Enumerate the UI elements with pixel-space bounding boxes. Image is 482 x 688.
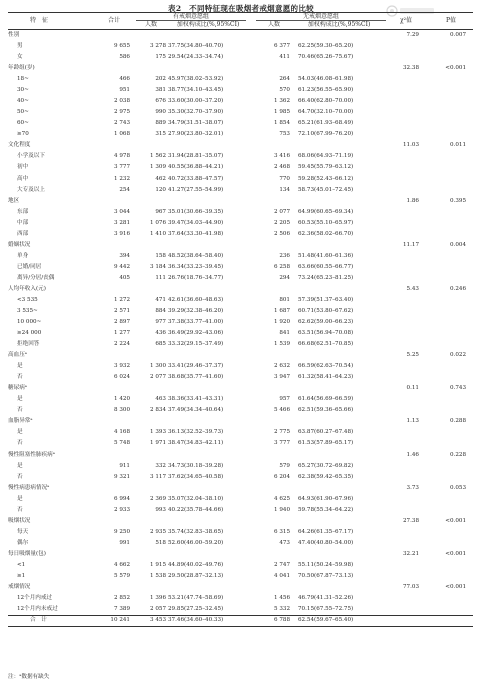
- cell-weighted-without: 58.73(45.01–72.45): [298, 186, 354, 193]
- header-total: 合计: [107, 17, 120, 24]
- cell-n-with: 315: [155, 131, 166, 138]
- cell-p: 0.022: [449, 352, 466, 359]
- cell-total: 911: [119, 462, 130, 469]
- row-label: 是: [17, 396, 23, 403]
- row-label: 10 000~: [17, 319, 42, 326]
- cell-total: 1 420: [113, 396, 130, 403]
- cell-n-without: 801: [279, 296, 290, 303]
- cell-weighted-with: 52.60(46.00–59.20): [168, 539, 224, 546]
- cell-weighted-with: 40.55(36.88–44.21): [168, 164, 224, 171]
- cell-n-with: 990: [155, 109, 166, 116]
- cell-n-without: 5 466: [273, 407, 290, 414]
- cell-chi: 3.73: [406, 484, 419, 491]
- cell-p: 0.007: [449, 32, 466, 38]
- cell-total: 9 321: [113, 473, 130, 480]
- cell-n-with: 1 562: [149, 153, 166, 160]
- row-label: 吸烟状况: [8, 517, 31, 524]
- header-chi: χ²值: [399, 17, 413, 24]
- cell-n-with: 120: [155, 186, 166, 193]
- cell-total: 1 277: [113, 330, 130, 337]
- row-label: 60~: [17, 120, 29, 127]
- cell-weighted-with: 53.21(47.74–58.69): [168, 595, 224, 602]
- cell-weighted-with: 29.54(24.33–34.74): [168, 54, 224, 61]
- row-label: 慢性病患病情况ᵃ: [8, 484, 50, 491]
- cell-weighted-without: 62.38(59.42–65.35): [298, 473, 354, 480]
- cell-n-without: 294: [279, 274, 290, 281]
- cell-n-with: 884: [155, 308, 166, 314]
- footnote: 注：ᵃ数据有缺失: [8, 674, 50, 680]
- cell-weighted-with: 27.90(23.80–32.01): [168, 131, 224, 138]
- header-n-without: 人数: [267, 21, 280, 28]
- cell-p: <0.001: [445, 584, 466, 590]
- cell-weighted-without: 61.23(56.55–65.90): [298, 87, 354, 94]
- header-weighted-without: 加权构成比(%,95%CI): [307, 21, 371, 28]
- header-n-with: 人数: [144, 21, 157, 28]
- cell-n-with: 1 410: [149, 230, 166, 237]
- cell-weighted-with: 33.32(29.15–37.49): [168, 341, 224, 348]
- cell-n-with: 3 278: [149, 43, 166, 50]
- cell-weighted-with: 40.72(33.88–47.57): [168, 175, 224, 182]
- row-label: 单身: [17, 252, 29, 259]
- cell-chi: 1.46: [406, 451, 419, 458]
- cell-n-with: 2 369: [149, 495, 166, 502]
- cell-weighted-with: 37.38(33.77–41.00): [168, 319, 224, 326]
- cell-p: 0.004: [449, 241, 466, 248]
- cell-weighted-without: 70.46(65.26–75.67): [298, 54, 354, 61]
- cell-p: 0.395: [449, 197, 466, 204]
- watermark-logo-icon: [385, 4, 439, 18]
- cell-total: 6 994: [113, 495, 130, 502]
- cell-chi: 11.17: [402, 241, 419, 248]
- cell-weighted-with: 37.64(33.30–41.98): [168, 230, 224, 237]
- cell-weighted-without: 72.10(67.99–76.20): [298, 131, 354, 138]
- cell-total: 586: [119, 54, 130, 61]
- cell-weighted-without: 63.51(56.94–70.08): [298, 330, 354, 337]
- cell-weighted-with: 38.77(34.10–43.45): [168, 87, 224, 94]
- row-label: 西部: [17, 230, 29, 237]
- cell-weighted-with: 38.47(34.83–42.11): [168, 440, 224, 447]
- row-label: <1: [17, 561, 26, 568]
- row-label: 文化程度: [8, 142, 31, 149]
- cell-weighted-with: 40.22(35.78–44.66): [168, 506, 224, 513]
- cell-total: 8 300: [113, 407, 130, 414]
- cell-weighted-without: 62.51(59.36–65.66): [298, 407, 354, 414]
- cell-chi: 5.43: [406, 285, 419, 292]
- cell-chi: 7.29: [406, 32, 419, 38]
- cell-n-with: 977: [155, 319, 166, 326]
- cell-weighted-with: 36.34(33.23–39.45): [168, 263, 224, 270]
- row-label: 慢性阻塞性肺疾病ᵃ: [8, 451, 55, 458]
- cell-n-without: 134: [279, 186, 290, 193]
- total-rule: [8, 615, 473, 616]
- cell-weighted-with: 48.52(38.64–58.40): [168, 252, 224, 259]
- cell-n-with: 1 396: [149, 595, 166, 602]
- bottom-rule: [8, 626, 473, 627]
- row-label: 东部: [17, 208, 29, 215]
- cell-weighted-without: 65.27(30.72–69.82): [298, 462, 354, 469]
- cell-n-with: 436: [155, 330, 166, 337]
- cell-weighted-with: 45.97(38.02–53.92): [168, 76, 224, 83]
- cell-n-without: 6 788: [273, 617, 290, 624]
- cell-weighted-without: 51.48(41.60–61.36): [298, 252, 354, 259]
- cell-n-with: 1 971: [149, 440, 166, 447]
- cell-chi: 77.03: [402, 584, 419, 590]
- cell-total: 3 044: [113, 208, 130, 215]
- cell-n-without: 841: [279, 330, 290, 337]
- cell-n-without: 753: [279, 131, 290, 138]
- cell-n-without: 2 468: [273, 164, 290, 171]
- cell-total: 3 916: [113, 230, 130, 237]
- cell-weighted-without: 63.87(60.27–67.48): [298, 429, 354, 436]
- cell-p: 0.288: [449, 418, 466, 425]
- cell-n-with: 202: [155, 76, 166, 83]
- cell-weighted-without: 65.21(61.93–68.49): [298, 120, 354, 127]
- cell-n-without: 411: [279, 54, 290, 61]
- cell-n-without: 1 539: [273, 341, 290, 348]
- row-label: 30~: [17, 87, 29, 94]
- row-label: 是: [17, 429, 23, 436]
- row-label: 偶尔: [17, 539, 29, 546]
- cell-total: 1 232: [113, 175, 130, 182]
- cell-n-with: 381: [155, 87, 166, 94]
- row-label: 高中: [17, 175, 29, 182]
- cell-total: 1 272: [113, 296, 130, 303]
- cell-p: <0.001: [445, 550, 466, 557]
- cell-n-without: 4 041: [273, 572, 290, 579]
- row-label: 12个月内戒过: [17, 595, 53, 602]
- cell-n-with: 111: [155, 274, 166, 281]
- cell-n-without: 473: [279, 539, 290, 546]
- cell-weighted-with: 38.36(33.41–43.31): [168, 396, 224, 403]
- cell-p: <0.001: [445, 517, 466, 524]
- row-label: 50~: [17, 109, 29, 116]
- cell-total: 6 024: [113, 374, 130, 381]
- cell-total: 466: [119, 76, 130, 83]
- cell-n-with: 462: [155, 175, 166, 182]
- cell-total: 2 224: [113, 341, 130, 348]
- cell-n-with: 676: [155, 98, 166, 105]
- cell-n-without: 3 947: [273, 374, 290, 381]
- cell-weighted-without: 63.66(60.55–66.77): [298, 263, 354, 270]
- cell-weighted-without: 61.53(57.89–65.17): [298, 440, 354, 447]
- cell-total: 2 038: [113, 98, 130, 105]
- cell-total: 5 579: [113, 572, 130, 579]
- cell-weighted-with: 36.49(29.92–43.06): [168, 330, 224, 337]
- cell-n-without: 3 416: [273, 153, 290, 160]
- cell-weighted-without: 62.25(59.30–65.20): [298, 43, 354, 50]
- row-label: 否: [17, 440, 23, 447]
- cell-n-with: 2 057: [149, 606, 166, 613]
- row-label: 性别: [8, 32, 20, 38]
- cell-n-with: 175: [155, 54, 166, 61]
- row-label: 40~: [17, 98, 29, 105]
- cell-weighted-without: 47.40(40.80–54.00): [298, 539, 354, 546]
- cell-n-without: 1 456: [273, 595, 290, 602]
- cell-p: 0.228: [449, 451, 466, 458]
- row-label: 拒绝回答: [17, 341, 40, 348]
- row-label: 小学及以下: [17, 153, 45, 160]
- cell-chi: 32.21: [402, 550, 419, 557]
- cell-weighted-without: 62.62(59.00–66.23): [298, 319, 354, 326]
- cell-n-without: 2 205: [273, 219, 290, 226]
- cell-total: 5 748: [113, 440, 130, 447]
- cell-n-with: 1 309: [149, 164, 166, 171]
- cell-n-without: 236: [279, 252, 290, 259]
- cell-weighted-without: 46.79(41.31–52.26): [298, 595, 354, 602]
- cell-n-with: 518: [155, 539, 166, 546]
- cell-p: 0.011: [449, 142, 466, 149]
- cell-n-with: 2 077: [149, 374, 166, 381]
- row-label: ≥24 000: [17, 330, 42, 337]
- cell-total: 2 933: [113, 506, 130, 513]
- cell-total: 9 250: [113, 528, 130, 535]
- row-label: 是: [17, 495, 23, 502]
- row-label: 是: [17, 363, 23, 370]
- cell-total: 9 442: [113, 263, 130, 270]
- cell-chi: 5.25: [406, 352, 419, 359]
- cell-n-with: 1 538: [149, 572, 166, 579]
- row-label: 男: [17, 43, 23, 50]
- cell-total: 2 743: [113, 120, 130, 127]
- row-label: 是: [17, 462, 23, 469]
- cell-n-without: 1 985: [273, 109, 290, 116]
- row-label: 离异/分居/丧偶: [17, 274, 55, 281]
- header-p: P值: [445, 17, 457, 24]
- cell-total: 2 571: [113, 308, 130, 314]
- cell-total: 3 777: [113, 164, 130, 171]
- cell-total: 4 978: [113, 153, 130, 160]
- cell-n-with: 332: [155, 462, 166, 469]
- cell-n-with: 1 393: [149, 429, 166, 436]
- cell-n-with: 158: [155, 252, 166, 259]
- cell-total: 9 655: [113, 43, 130, 50]
- cell-n-without: 570: [279, 87, 290, 94]
- cell-weighted-with: 33.41(29.46–37.37): [168, 363, 224, 370]
- header-rule: [8, 29, 473, 30]
- cell-total: 394: [119, 252, 130, 259]
- cell-weighted-with: 26.76(18.76–34.77): [168, 274, 224, 281]
- cell-weighted-without: 70.50(67.87–73.13): [298, 572, 354, 579]
- cell-n-without: 1 940: [273, 506, 290, 513]
- cell-total: 2 975: [113, 109, 130, 116]
- cell-n-with: 471: [155, 296, 166, 303]
- cell-weighted-without: 54.03(46.08–61.98): [298, 76, 354, 83]
- cell-weighted-with: 37.75(34.80–40.70): [168, 43, 224, 50]
- cell-weighted-with: 39.47(34.03–44.90): [168, 219, 224, 226]
- cell-n-without: 5 332: [273, 606, 290, 613]
- cell-total: 2 897: [113, 319, 130, 326]
- row-label: ≥1: [17, 572, 26, 579]
- cell-n-with: 685: [155, 341, 166, 348]
- cell-weighted-without: 70.15(67.55–72.75): [298, 606, 354, 613]
- row-label: ≥70: [17, 131, 29, 138]
- cell-weighted-without: 73.24(65.23–81.25): [298, 274, 354, 281]
- cell-weighted-with: 34.73(30.18–39.28): [168, 462, 224, 469]
- row-label: 婚姻状况: [8, 241, 31, 248]
- cell-weighted-with: 41.27(27.55–54.99): [168, 186, 224, 193]
- cell-weighted-without: 57.39(51.37–63.40): [298, 296, 354, 303]
- cell-weighted-without: 61.32(58.41–64.23): [298, 374, 354, 381]
- row-label: 女: [17, 54, 23, 61]
- row-label: 人均年收入(元): [8, 285, 46, 292]
- cell-weighted-with: 39.29(32.38–46.20): [168, 308, 224, 314]
- header-weighted-with: 加权构成比(%,95%CI): [176, 21, 240, 28]
- cell-weighted-with: 29.50(28.87–32.13): [168, 572, 224, 579]
- cell-weighted-without: 59.45(55.79–63.12): [298, 164, 354, 171]
- cell-n-with: 3 117: [149, 473, 166, 480]
- cell-weighted-with: 35.30(32.70–37.90): [168, 109, 224, 116]
- cell-n-without: 2 506: [273, 230, 290, 237]
- cell-weighted-without: 62.36(58.02–66.70): [298, 230, 354, 237]
- row-label: 每天: [17, 528, 29, 535]
- cell-n-without: 264: [279, 76, 290, 83]
- cell-weighted-with: 29.85(27.25–32.45): [168, 606, 224, 613]
- cell-n-without: 6 377: [273, 43, 290, 50]
- cell-weighted-without: 64.70(32.10–70.00): [298, 109, 354, 116]
- row-label: 戒烟情况: [8, 584, 31, 590]
- header-with-group: 有戒烟意愿组: [172, 13, 209, 20]
- cell-n-without: 957: [279, 396, 290, 403]
- cell-total: 7 389: [113, 606, 130, 613]
- row-label: 12个月内未戒过: [17, 606, 58, 613]
- cell-total: 4 662: [113, 561, 130, 568]
- cell-chi: 1.86: [406, 197, 419, 204]
- cell-weighted-with: 37.49(34.34–40.64): [168, 407, 224, 414]
- cell-n-with: 1 076: [149, 219, 166, 226]
- cell-weighted-with: 38.68(35.77–41.60): [168, 374, 224, 381]
- cell-total: 4 168: [113, 429, 130, 436]
- cell-total: 3 932: [113, 363, 130, 370]
- cell-weighted-with: 44.89(40.02–49.76): [168, 561, 224, 568]
- row-label: 糖尿病ᵃ: [8, 385, 27, 392]
- cell-weighted-without: 61.64(56.69–66.59): [298, 396, 354, 403]
- row-label: 地区: [8, 197, 20, 204]
- row-label: 3 535~: [17, 308, 38, 314]
- cell-total: 3 281: [113, 219, 130, 226]
- row-label: 年龄组(岁): [8, 65, 35, 72]
- cell-weighted-with: 36.13(32.52–39.73): [168, 429, 224, 436]
- row-label: 中部: [17, 219, 29, 226]
- cell-total: 951: [119, 87, 130, 94]
- cell-n-without: 1 854: [273, 120, 290, 127]
- cell-weighted-with: 35.74(32.83–38.65): [168, 528, 224, 535]
- cell-weighted-without: 68.06(64.93–71.19): [298, 153, 354, 160]
- cell-total: 405: [119, 274, 130, 281]
- row-label: 高血压ᵃ: [8, 352, 27, 359]
- cell-weighted-with: 33.60(30.00–37.20): [168, 98, 224, 105]
- header-feature: 特 征: [29, 17, 48, 24]
- cell-n-with: 889: [155, 120, 166, 127]
- cell-total: 2 852: [113, 595, 130, 602]
- cell-weighted-without: 59.78(55.34–64.22): [298, 506, 354, 513]
- cell-n-without: 2 077: [273, 208, 290, 215]
- cell-n-without: 2 747: [273, 561, 290, 568]
- cell-total: 10 241: [110, 617, 130, 624]
- cell-weighted-without: 60.53(55.10–65.97): [298, 219, 354, 226]
- row-label: 每日吸烟量(包): [8, 550, 46, 557]
- cell-weighted-without: 59.28(52.43–66.12): [298, 175, 354, 182]
- cell-weighted-without: 66.68(62.51–70.85): [298, 341, 354, 348]
- cell-n-without: 4 625: [273, 495, 290, 502]
- cell-chi: 0.11: [406, 385, 419, 392]
- cell-n-with: 3 453: [149, 617, 166, 624]
- row-label: 已婚/同居: [17, 263, 42, 270]
- cell-weighted-without: 64.99(60.65–69.34): [298, 208, 354, 215]
- cell-weighted-without: 62.54(59.67–65.40): [298, 617, 354, 624]
- cell-n-with: 1 915: [149, 561, 166, 568]
- cell-weighted-with: 34.79(31.51–38.07): [168, 120, 224, 127]
- cell-weighted-without: 60.71(53.80–67.62): [298, 308, 354, 314]
- cell-n-with: 2 935: [149, 528, 166, 535]
- cell-n-without: 579: [279, 462, 290, 469]
- cell-n-with: 993: [155, 506, 166, 513]
- cell-weighted-without: 66.59(62.63–70.54): [298, 363, 354, 370]
- cell-n-without: 3 777: [273, 440, 290, 447]
- table-caption: 表2 不同特征现在吸烟者戒烟意愿的比较: [168, 4, 314, 13]
- row-label: 大专及以上: [17, 186, 45, 193]
- cell-n-with: 2 834: [149, 407, 166, 414]
- cell-n-without: 1 362: [273, 98, 290, 105]
- cell-n-without: 6 204: [273, 473, 290, 480]
- cell-weighted-with: 31.94(28.81–35.07): [168, 153, 224, 160]
- cell-weighted-without: 64.26(61.35–67.17): [298, 528, 354, 535]
- cell-p: 0.053: [449, 484, 466, 491]
- cell-n-with: 3 184: [149, 263, 166, 270]
- cell-total: 1 068: [113, 131, 130, 138]
- cell-chi: 1.13: [406, 418, 419, 425]
- row-label: 否: [17, 473, 23, 480]
- cell-n-without: 1 920: [273, 319, 290, 326]
- cell-total: 254: [119, 186, 130, 193]
- cell-weighted-without: 64.93(61.90–67.96): [298, 495, 354, 502]
- cell-chi: 32.38: [402, 65, 419, 72]
- row-label: 18~: [17, 76, 29, 83]
- row-label: 否: [17, 506, 23, 513]
- cell-n-without: 6 258: [273, 263, 290, 270]
- cell-n-with: 967: [155, 208, 166, 215]
- cell-weighted-without: 55.11(50.24–59.98): [298, 561, 354, 568]
- cell-n-without: 2 632: [273, 363, 290, 370]
- cell-chi: 11.03: [402, 142, 419, 149]
- cell-n-without: 770: [279, 175, 290, 182]
- row-label: 血脂异常ᵃ: [8, 418, 33, 425]
- row-label: 合 计: [30, 617, 47, 624]
- header-without-group: 无戒烟意愿组: [302, 13, 339, 20]
- cell-n-with: 463: [155, 396, 166, 403]
- cell-chi: 27.38: [402, 517, 419, 524]
- row-label: <3 535: [17, 296, 38, 303]
- cell-p: 0.246: [449, 285, 466, 292]
- cell-p: 0.743: [449, 385, 466, 392]
- cell-n-without: 1 687: [273, 308, 290, 314]
- cell-n-with: 1 300: [149, 363, 166, 370]
- row-label: 否: [17, 407, 23, 414]
- cell-weighted-with: 37.62(34.65–40.58): [168, 473, 224, 480]
- cell-weighted-with: 42.61(36.60–48.63): [168, 296, 224, 303]
- cell-weighted-with: 37.46(34.60–40.33): [168, 617, 224, 624]
- cell-n-without: 2 775: [273, 429, 290, 436]
- row-label: 否: [17, 374, 23, 381]
- cell-n-without: 6 315: [273, 528, 290, 535]
- cell-weighted-without: 66.40(62.80–70.00): [298, 98, 354, 105]
- cell-weighted-with: 35.01(30.66–39.35): [168, 208, 224, 215]
- cell-weighted-with: 35.07(32.04–38.10): [168, 495, 224, 502]
- cell-p: <0.001: [445, 65, 466, 72]
- row-label: 初中: [17, 164, 29, 171]
- cell-total: 991: [119, 539, 130, 546]
